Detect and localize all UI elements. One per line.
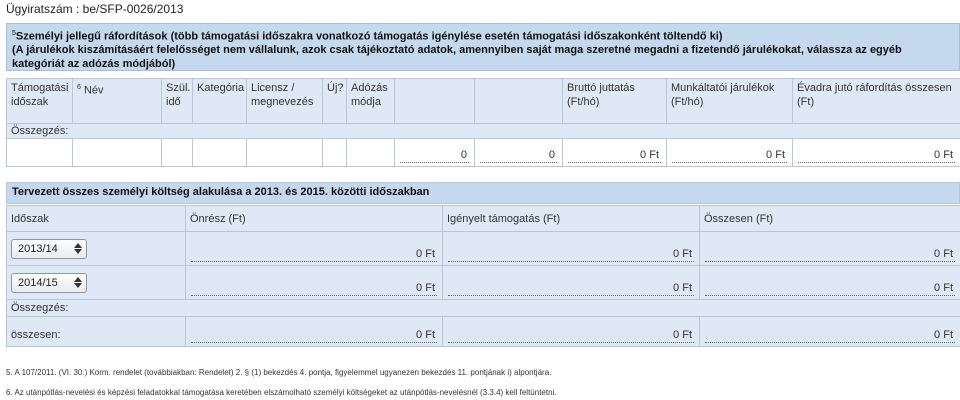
- summary-label: Összegzés:: [7, 124, 960, 139]
- period-cell: [7, 266, 186, 300]
- own-value: 0 Ft: [186, 232, 443, 266]
- col-tax: Adózás módja: [347, 79, 395, 124]
- section-heading-line1: Személyi jellegű ráfordítások (több támogatási időszakra vonatkozó támogatás igénylése esetén támogatási időszakonként töltendő ki): [15, 30, 723, 43]
- case-number: Ügyiratszám : be/SFP-0026/2013: [6, 2, 184, 16]
- summary-cell: [73, 139, 162, 167]
- col-gross: Bruttó juttatás (Ft/hó): [563, 79, 667, 124]
- section-heading-line3: kategóriát az adózás módjából): [12, 57, 176, 70]
- col-category: Kategória: [193, 79, 247, 124]
- spinner-arrows-icon[interactable]: [74, 243, 82, 254]
- grand-total: 0 Ft: [700, 317, 960, 347]
- col-blank-1: [395, 79, 475, 124]
- col-annual: Évadra jutó ráfordítás összesen (Ft): [793, 79, 960, 124]
- planned-costs-table: [6, 205, 960, 347]
- summary-value: 0 Ft: [667, 139, 793, 167]
- period-spinner[interactable]: 2013/14: [11, 239, 87, 259]
- spinner-arrows-icon[interactable]: [74, 277, 82, 288]
- col-period: Időszak: [7, 206, 186, 232]
- own-total: 0 Ft: [186, 317, 443, 347]
- col-license: Licensz / megnevezés: [247, 79, 323, 124]
- summary-cell: [193, 139, 247, 167]
- footnote-marker: 5: [12, 30, 16, 37]
- col-name: $^6$ Név: [73, 79, 162, 124]
- col-period: Támogatási időszak: [7, 79, 73, 124]
- footnote-5: 5. A 107/2011. (VI. 30.) Korm. rendelet (továbbiakban: Rendelet) 2. § (1) bekezdés 4. pontja, figyelemmel ugyanezen bekezdés 11. pontjának i) alpontjára.: [6, 368, 552, 377]
- summary-cell: [162, 139, 193, 167]
- summary-value: 0: [475, 139, 563, 167]
- personnel-table: [6, 78, 960, 167]
- period-cell: [7, 232, 186, 266]
- planned-costs-title: Tervezett összes személyi költség alakulása a 2013. és 2015. közötti időszakban: [6, 182, 960, 204]
- planned-summary-label: Összegzés:: [7, 300, 960, 317]
- period-spinner[interactable]: 2014/15: [11, 273, 87, 293]
- summary-cell: [323, 139, 347, 167]
- col-new: Új?: [323, 79, 347, 124]
- col-birth: Szül. idő: [162, 79, 193, 124]
- requested-total: 0 Ft: [443, 317, 700, 347]
- col-requested: Igényelt támogatás (Ft): [443, 206, 700, 232]
- requested-value: 0 Ft: [443, 232, 700, 266]
- summary-cell: [7, 139, 73, 167]
- col-blank-2: [475, 79, 563, 124]
- requested-value: 0 Ft: [443, 266, 700, 300]
- col-employer: Munkáltatói járulékok (Ft/hó): [667, 79, 793, 124]
- summary-value: 0 Ft: [563, 139, 667, 167]
- summary-value: 0: [395, 139, 475, 167]
- total-value: 0 Ft: [700, 232, 960, 266]
- planned-total-label: összesen:: [7, 317, 186, 347]
- col-own: Önrész (Ft): [186, 206, 443, 232]
- section-heading: [6, 23, 960, 71]
- summary-value: 0 Ft: [793, 139, 960, 167]
- section-heading-line2: (A járulékok kiszámításáért felelősséget nem vállalunk, azok csak tájékoztató adatok, amennyiben saját maga szeretné megadni a fizetendő járulékokat, válassza az egyéb: [12, 44, 902, 57]
- summary-cell: [347, 139, 395, 167]
- col-total: Összesen (Ft): [700, 206, 960, 232]
- total-value: 0 Ft: [700, 266, 960, 300]
- footnote-6: 6. Az utánpótlás-nevelési és képzési feladatokkal támogatása keretében elszámolható személyi költségeket az utánpótlás-nevelésnél (3.3.4) kell feltüntetni.: [6, 388, 557, 397]
- own-value: 0 Ft: [186, 266, 443, 300]
- summary-cell: [247, 139, 323, 167]
